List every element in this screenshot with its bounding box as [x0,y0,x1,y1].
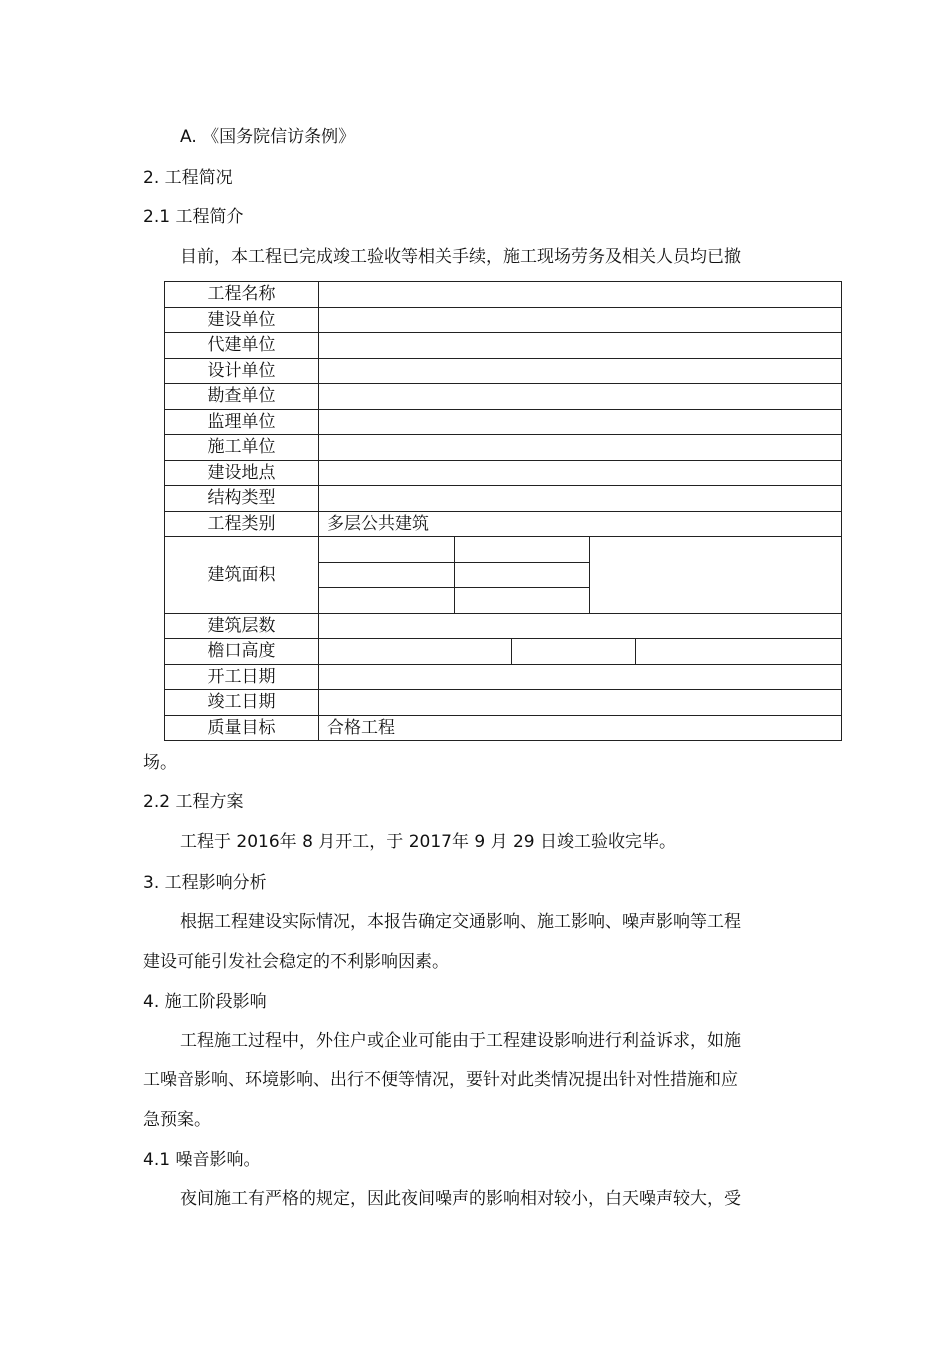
paragraph-4-line-3: 急预案。 [143,1110,211,1130]
table-row [165,384,842,410]
value-project-name [319,282,842,308]
value-agent [319,333,842,359]
paragraph-3-line-1: 根据工程建设实际情况，本报告确定交通影响、施工影响、噪声影响等工程 [180,912,741,932]
paragraph-2-1-end: 场。 [143,753,177,773]
law-reference: A. 《国务院信访条例》 [180,127,356,147]
label-area: 建筑面积 [165,537,319,614]
table-row [165,715,842,741]
paragraph-4-line-2: 工噪音影响、环境影响、出行不便等情况，要针对此类情况提出针对性措施和应 [143,1070,738,1090]
table-row [165,690,842,716]
label-project-name: 工程名称 [165,282,319,308]
value-structure [319,486,842,512]
area-cell [455,588,590,613]
label-supervisor: 监理单位 [165,409,319,435]
label-floors: 建筑层数 [165,613,319,639]
value-area [319,537,842,614]
section-2-2-heading: 2.2 工程方案 [143,792,244,812]
value-finish-date [319,690,842,716]
area-subtable [319,537,841,613]
section-4-heading: 4. 施工阶段影响 [143,992,267,1012]
label-designer: 设计单位 [165,358,319,384]
table-row [165,282,842,308]
table-row [165,664,842,690]
value-start-date [319,664,842,690]
eave-subtable [319,639,841,664]
label-builder: 建设单位 [165,307,319,333]
area-cell [319,588,455,613]
area-cell [319,562,455,588]
value-contractor [319,435,842,461]
table-row [165,511,842,537]
label-agent: 代建单位 [165,333,319,359]
table-row [165,333,842,359]
paragraph-2-2: 工程于 2016年 8 月开工，于 2017年 9 月 29 日竣工验收完毕。 [180,832,677,852]
paragraph-4-line-1: 工程施工过程中，外住户或企业可能由于工程建设影响进行利益诉求，如施 [180,1031,741,1051]
table-row [165,537,842,614]
label-finish-date: 竣工日期 [165,690,319,716]
area-cell [455,562,590,588]
table-row [165,613,842,639]
table-row [165,460,842,486]
section-4-1-heading: 4.1 噪音影响。 [143,1150,261,1170]
eave-cell [636,639,842,664]
label-structure: 结构类型 [165,486,319,512]
table-row [165,307,842,333]
value-quality: 合格工程 [319,715,842,741]
value-floors [319,613,842,639]
value-category: 多层公共建筑 [319,511,842,537]
table-row [165,486,842,512]
paragraph-3-line-2: 建设可能引发社会稳定的不利影响因素。 [143,952,449,972]
value-location [319,460,842,486]
area-cell [319,537,455,562]
paragraph-4-1: 夜间施工有严格的规定，因此夜间噪声的影响相对较小，白天噪声较大，受 [180,1189,741,1209]
section-3-heading: 3. 工程影响分析 [143,873,267,893]
section-2-1-heading: 2.1 工程简介 [143,207,244,227]
section-2-heading: 2. 工程简况 [143,168,233,188]
table-row [165,409,842,435]
value-supervisor [319,409,842,435]
value-builder [319,307,842,333]
eave-cell [512,639,636,664]
value-surveyor [319,384,842,410]
label-eave-height: 檐口高度 [165,639,319,665]
label-start-date: 开工日期 [165,664,319,690]
area-cell [590,537,842,613]
label-location: 建设地点 [165,460,319,486]
label-surveyor: 勘查单位 [165,384,319,410]
project-info-table [164,281,842,741]
table-row [165,358,842,384]
area-cell [455,537,590,562]
value-designer [319,358,842,384]
eave-cell [319,639,512,664]
label-contractor: 施工单位 [165,435,319,461]
label-quality: 质量目标 [165,715,319,741]
paragraph-2-1: 目前，本工程已完成竣工验收等相关手续，施工现场劳务及相关人员均已撤 [180,247,741,267]
table-row [165,639,842,665]
value-eave-height [319,639,842,665]
table-row [165,435,842,461]
label-category: 工程类别 [165,511,319,537]
